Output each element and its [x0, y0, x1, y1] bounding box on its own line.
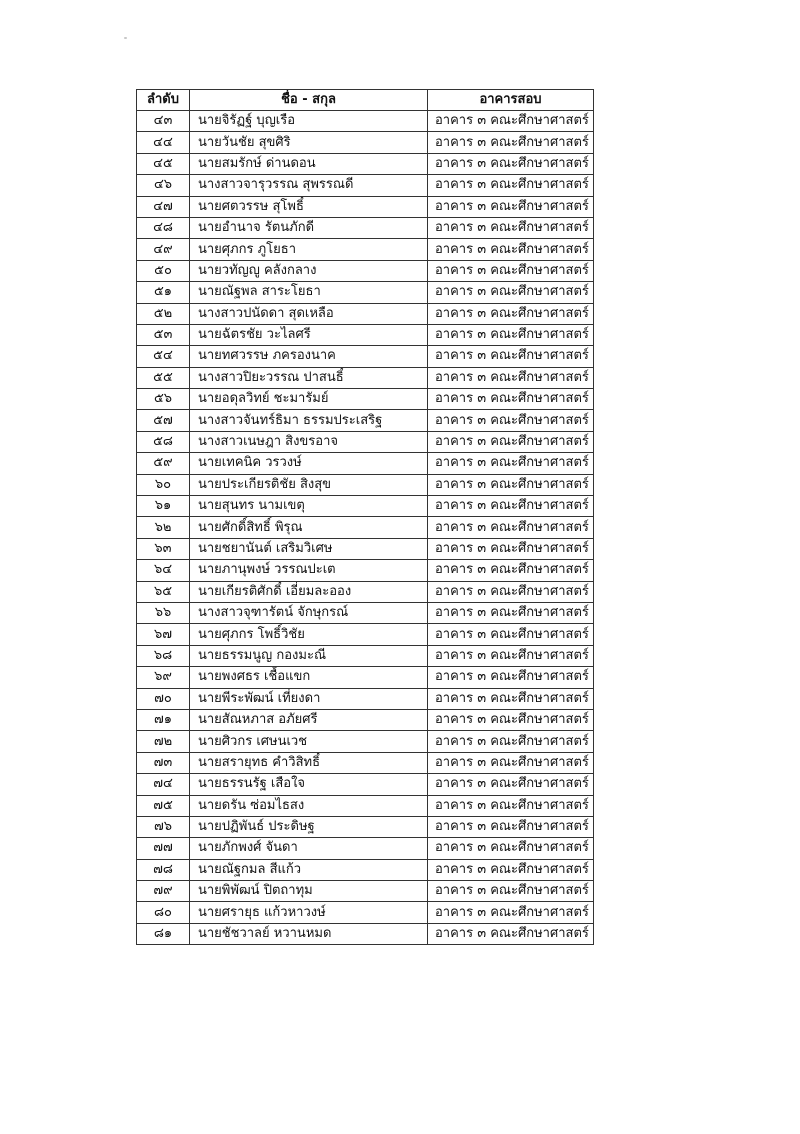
row-order: ๗๓: [137, 752, 190, 773]
row-room: อาคาร ๓ คณะศึกษาศาสตร์: [428, 688, 594, 709]
header-name: ชื่อ - สกุล: [190, 90, 428, 111]
row-room: อาคาร ๓ คณะศึกษาศาสตร์: [428, 645, 594, 666]
table-row: [137, 474, 594, 495]
table-row: [137, 816, 594, 837]
table-row: [137, 153, 594, 174]
row-order: ๔๔: [137, 132, 190, 153]
table-row: [137, 624, 594, 645]
row-room: อาคาร ๓ คณะศึกษาศาสตร์: [428, 303, 594, 324]
row-order: ๕๔: [137, 346, 190, 367]
row-room: อาคาร ๓ คณะศึกษาศาสตร์: [428, 902, 594, 923]
row-order: ๖๕: [137, 581, 190, 602]
table-row: [137, 303, 594, 324]
row-room: อาคาร ๓ คณะศึกษาศาสตร์: [428, 239, 594, 260]
row-order: ๖๙: [137, 667, 190, 688]
row-order: ๗๖: [137, 816, 190, 837]
row-name: นางสาวจันทร์ธิมา ธรรมประเสริฐ: [190, 410, 428, 431]
row-room: อาคาร ๓ คณะศึกษาศาสตร์: [428, 602, 594, 623]
table-row: [137, 902, 594, 923]
table-row: [137, 667, 594, 688]
table-row: [137, 859, 594, 880]
table-row: [137, 111, 594, 132]
row-order: ๔๖: [137, 175, 190, 196]
row-name: นายธรรมนูญ กองมะณี: [190, 645, 428, 666]
row-room: อาคาร ๓ คณะศึกษาศาสตร์: [428, 324, 594, 345]
row-name: นายศักดิ์สิทธิ์ พิรุณ: [190, 517, 428, 538]
table-row: [137, 517, 594, 538]
row-order: ๕๘: [137, 431, 190, 452]
row-name: นายสุนทร นามเขตุ: [190, 496, 428, 517]
row-room: อาคาร ๓ คณะศึกษาศาสตร์: [428, 731, 594, 752]
row-name: นายศตวรรษ สุโพธิ์: [190, 196, 428, 217]
table-row: [137, 239, 594, 260]
row-order: ๔๘: [137, 217, 190, 238]
row-order: ๔๗: [137, 196, 190, 217]
row-room: อาคาร ๓ คณะศึกษาศาสตร์: [428, 581, 594, 602]
row-room: อาคาร ๓ คณะศึกษาศาสตร์: [428, 217, 594, 238]
row-order: ๕๑: [137, 282, 190, 303]
row-name: นายศุภกร ภูโยธา: [190, 239, 428, 260]
row-name: นางสาวจารุวรรณ สุพรรณดี: [190, 175, 428, 196]
table-row: [137, 453, 594, 474]
row-room: อาคาร ๓ คณะศึกษาศาสตร์: [428, 795, 594, 816]
row-order: ๕๕: [137, 367, 190, 388]
row-name: นางสาวจุฑารัตน์ จักษุกรณ์: [190, 602, 428, 623]
row-name: นายสรายุทธ คำวิสิทธิ์: [190, 752, 428, 773]
row-name: นายภานุพงษ์ วรรณปะเต: [190, 560, 428, 581]
row-room: อาคาร ๓ คณะศึกษาศาสตร์: [428, 667, 594, 688]
table-row: [137, 217, 594, 238]
table-row: [137, 389, 594, 410]
row-room: อาคาร ๓ คณะศึกษาศาสตร์: [428, 410, 594, 431]
row-order: ๗๗: [137, 838, 190, 859]
table-row: [137, 175, 594, 196]
row-order: ๘๐: [137, 902, 190, 923]
row-order: ๗๘: [137, 859, 190, 880]
row-room: อาคาร ๓ คณะศึกษาศาสตร์: [428, 538, 594, 559]
row-order: ๗๙: [137, 881, 190, 902]
row-name: นายปฏิพันธ์ ประดิษฐ: [190, 816, 428, 837]
table-row: [137, 645, 594, 666]
table-row: [137, 774, 594, 795]
row-name: นายวทัญญู คลังกลาง: [190, 260, 428, 281]
row-name: นางสาวปิยะวรรณ ปาสนธิ์: [190, 367, 428, 388]
row-name: นายชยานันต์ เสริมวิเศษ: [190, 538, 428, 559]
row-room: อาคาร ๓ คณะศึกษาศาสตร์: [428, 389, 594, 410]
row-name: นายศุภกร โพธิ์วิชัย: [190, 624, 428, 645]
row-order: ๕๓: [137, 324, 190, 345]
row-room: อาคาร ๓ คณะศึกษาศาสตร์: [428, 752, 594, 773]
row-name: นางสาวปนัดดา สุดเหลือ: [190, 303, 428, 324]
row-name: นายดรัน ซ่อมไธสง: [190, 795, 428, 816]
row-name: นายพงศธร เชื้อแขก: [190, 667, 428, 688]
table-row: [137, 581, 594, 602]
row-room: อาคาร ๓ คณะศึกษาศาสตร์: [428, 196, 594, 217]
scan-speck: [124, 37, 127, 39]
row-room: อาคาร ๓ คณะศึกษาศาสตร์: [428, 474, 594, 495]
row-name: นายวันชัย สุขศิริ: [190, 132, 428, 153]
row-room: อาคาร ๓ คณะศึกษาศาสตร์: [428, 175, 594, 196]
header-room: อาคารสอบ: [428, 90, 594, 111]
row-order: ๔๕: [137, 153, 190, 174]
table-row: [137, 410, 594, 431]
row-name: นายฉัตรชัย วะไลศรี: [190, 324, 428, 345]
row-room: อาคาร ๓ คณะศึกษาศาสตร์: [428, 260, 594, 281]
table-row: [137, 795, 594, 816]
table-body: [137, 111, 594, 945]
table-row: [137, 496, 594, 517]
row-name: นายประเกียรติชัย สิงสุข: [190, 474, 428, 495]
row-order: ๖๖: [137, 602, 190, 623]
row-order: ๗๑: [137, 709, 190, 730]
row-name: นายพีระพัฒน์ เที่ยงดา: [190, 688, 428, 709]
row-room: อาคาร ๓ คณะศึกษาศาสตร์: [428, 431, 594, 452]
row-room: อาคาร ๓ คณะศึกษาศาสตร์: [428, 816, 594, 837]
row-name: นางสาวเนษฎา สิงขรอาจ: [190, 431, 428, 452]
table-row: [137, 346, 594, 367]
header-order: ลำดับ: [137, 90, 190, 111]
row-room: อาคาร ๓ คณะศึกษาศาสตร์: [428, 517, 594, 538]
table-row: [137, 560, 594, 581]
row-order: ๕๒: [137, 303, 190, 324]
row-room: อาคาร ๓ คณะศึกษาศาสตร์: [428, 881, 594, 902]
table-row: [137, 838, 594, 859]
row-name: นายสมรักษ์ ด่านดอน: [190, 153, 428, 174]
row-room: อาคาร ๓ คณะศึกษาศาสตร์: [428, 859, 594, 880]
row-order: ๕๗: [137, 410, 190, 431]
row-name: นายอำนาจ รัตนภักดี: [190, 217, 428, 238]
table-row: [137, 431, 594, 452]
table-row: [137, 709, 594, 730]
row-name: นายจิรัฏฐ์ บุญเรือ: [190, 111, 428, 132]
row-name: นายณัฐกมล สีแก้ว: [190, 859, 428, 880]
row-room: อาคาร ๓ คณะศึกษาศาสตร์: [428, 367, 594, 388]
row-name: นายธรรนรัฐ เสือใจ: [190, 774, 428, 795]
header-row: [137, 90, 594, 111]
row-order: ๕๐: [137, 260, 190, 281]
row-order: ๔๙: [137, 239, 190, 260]
row-order: ๖๓: [137, 538, 190, 559]
row-order: ๗๐: [137, 688, 190, 709]
row-name: นายเทคนิค วรวงษ์: [190, 453, 428, 474]
table-row: [137, 688, 594, 709]
row-room: อาคาร ๓ คณะศึกษาศาสตร์: [428, 496, 594, 517]
row-order: ๖๘: [137, 645, 190, 666]
row-order: ๔๓: [137, 111, 190, 132]
table-row: [137, 132, 594, 153]
row-order: ๖๑: [137, 496, 190, 517]
table-row: [137, 731, 594, 752]
table-row: [137, 260, 594, 281]
row-name: นายศรายุธ แก้วหาวงษ์: [190, 902, 428, 923]
row-order: ๗๕: [137, 795, 190, 816]
row-room: อาคาร ๓ คณะศึกษาศาสตร์: [428, 774, 594, 795]
row-room: อาคาร ๓ คณะศึกษาศาสตร์: [428, 624, 594, 645]
row-room: อาคาร ๓ คณะศึกษาศาสตร์: [428, 838, 594, 859]
row-name: นายสัณหภาส อภัยศรี: [190, 709, 428, 730]
row-room: อาคาร ๓ คณะศึกษาศาสตร์: [428, 709, 594, 730]
row-order: ๘๑: [137, 923, 190, 944]
row-order: ๗๒: [137, 731, 190, 752]
row-room: อาคาร ๓ คณะศึกษาศาสตร์: [428, 282, 594, 303]
table-row: [137, 196, 594, 217]
row-room: อาคาร ๓ คณะศึกษาศาสตร์: [428, 923, 594, 944]
table-row: [137, 538, 594, 559]
row-order: ๖๔: [137, 560, 190, 581]
row-order: ๖๒: [137, 517, 190, 538]
row-order: ๗๔: [137, 774, 190, 795]
row-room: อาคาร ๓ คณะศึกษาศาสตร์: [428, 153, 594, 174]
row-name: นายชัชวาลย์ หวานหมด: [190, 923, 428, 944]
table-row: [137, 282, 594, 303]
table-row: [137, 602, 594, 623]
table-row: [137, 367, 594, 388]
row-room: อาคาร ๓ คณะศึกษาศาสตร์: [428, 346, 594, 367]
table-row: [137, 923, 594, 944]
row-name: นายพิพัฒน์ ปิตถาทุม: [190, 881, 428, 902]
row-order: ๕๙: [137, 453, 190, 474]
table-row: [137, 324, 594, 345]
row-name: นายอดุลวิทย์ ชะมารัมย์: [190, 389, 428, 410]
row-name: นายศิวกร เศษนเวช: [190, 731, 428, 752]
row-name: นายภักพงศ์ จันดา: [190, 838, 428, 859]
table-row: [137, 881, 594, 902]
row-name: นายเกียรติศักดิ์ เอี่ยมละออง: [190, 581, 428, 602]
row-name: นายทศวรรษ ภครองนาค: [190, 346, 428, 367]
row-room: อาคาร ๓ คณะศึกษาศาสตร์: [428, 453, 594, 474]
row-order: ๖๗: [137, 624, 190, 645]
row-room: อาคาร ๓ คณะศึกษาศาสตร์: [428, 132, 594, 153]
row-room: อาคาร ๓ คณะศึกษาศาสตร์: [428, 560, 594, 581]
row-name: นายณัฐพล สาระโยธา: [190, 282, 428, 303]
row-room: อาคาร ๓ คณะศึกษาศาสตร์: [428, 111, 594, 132]
table-header: [137, 90, 594, 111]
row-order: ๕๖: [137, 389, 190, 410]
table-row: [137, 752, 594, 773]
row-order: ๖๐: [137, 474, 190, 495]
exam-roster-table: [136, 89, 594, 945]
